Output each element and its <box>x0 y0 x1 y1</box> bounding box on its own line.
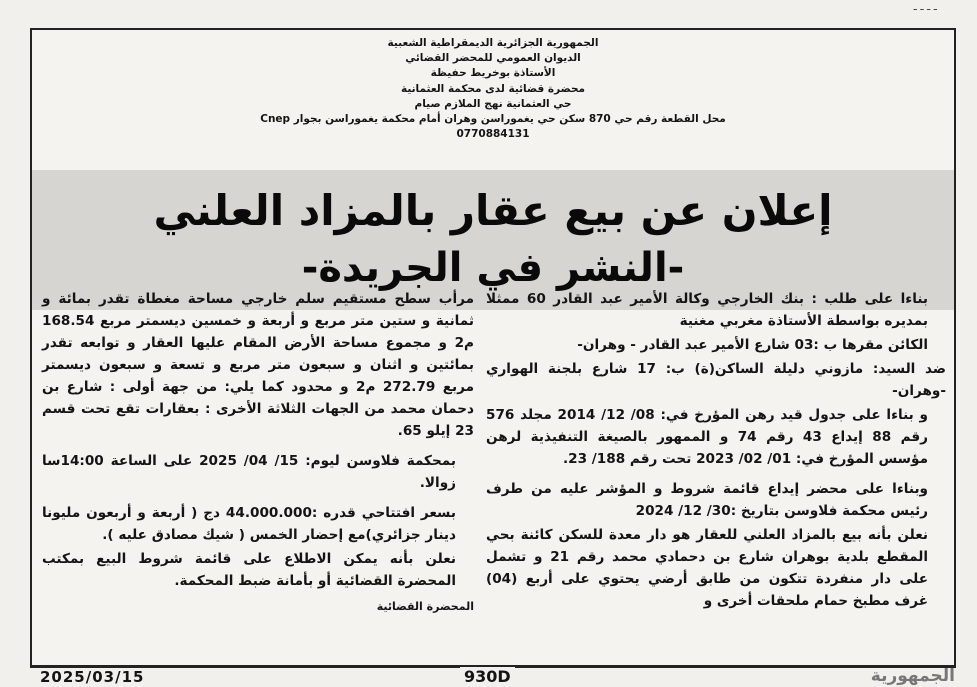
announcement-title: إعلان عن بيع عقار بالمزاد العلني <box>153 186 833 235</box>
paragraph-mortgage: و بناءا على جدول قيد رهن المؤرخ في: 08/ 12/ 2014 مجلد 576 رقم 88 إيداع 43 رقم 74 و الممهور بالصيغة التنفيذية لرهن مؤسس المؤرخ في: 01/ 02/ 2023 تحت رقم 188/ 23. <box>486 407 929 467</box>
page-corner-mark: ـ ـ ـ ـ <box>913 0 937 13</box>
header-line-district: حي العثمانية نهج الملازم صيام <box>414 97 572 110</box>
announcement-subtitle: -النشر في الجريدة- <box>301 245 685 291</box>
header-line-court: محضرة قضائية لدى محكمة العثمانية <box>400 82 586 95</box>
paragraph-defendant: ضد السيد: مازوني دليلة الساكن(ة) ب: 17 شارع بلجنة الهواري -وهران- <box>486 361 947 399</box>
paragraph-inspection: نعلن بأنه يمكن الاطلاع على قائمة شروط البيع بمكتب المحضرة القضائية أو بأمانة ضبط المحكمة. <box>42 551 456 589</box>
header-line-address: محل القطعة رقم حي 870 سكن حي يغموراسن وهران أمام محكمة يغموراسن بجوار Cnep <box>260 113 726 126</box>
paragraph-auction-date: بمحكمة فلاوسن ليوم: 15/ 04/ 2025 على الساعة 14:00سا زوالا. <box>42 453 456 491</box>
paragraph-property: نعلن بأنه بيع بالمزاد العلني للعقار هو دار معدة للسكن كائنة بحي المقطع بلدية بوهران شارع بن دحمادي محمد رقم 21 و تشمل على دار منفردة تتكون من طابق أرضي يحتوي على أربع (04) غرف مطبخ حمام ملحقات أخرى و <box>486 527 928 609</box>
left-text-column <box>42 288 474 620</box>
paragraph-conditions: وبناءا على محضر إيداع قائمة شروط و المؤشر عليه من طرف رئيس محكمة فلاوسن بتاريخ :30/ 12/ 2024 <box>486 481 928 519</box>
paragraph-property-continued: مرأب سطح مستقيم سلم خارجي مساحة مغطاة تقدر بمائة و ثمانية و ستين متر مربع و أربعة و خمسين ديسمتر مربع 168.54 م2 و مجموع مساحة الأرض المقام عليها العقار و توابعه تقدر بمائتين و اثنان و سبعون متر مربع و تسعة و سبعون ديسمتر مربع 272.79 م2 و محدود كما يلي: من جهة أولى : شارع بن دحمان محمد من الجهات الثلاثة الأخرى : بعقارات تقع تحت قسم 23 إيلو 65. <box>42 291 474 439</box>
header-line-name: الأستاذة بوخريط حفيظة <box>430 67 556 80</box>
signature-label: المحضرة القضائية <box>376 600 474 613</box>
header-line-phone: 0770884131 <box>456 128 530 141</box>
header-line-office: الديوان العمومي للمحضر القضائي <box>405 52 581 65</box>
right-text-column <box>486 288 946 614</box>
header-line-republic: الجمهورية الجزائرية الديمقراطية الشعبية <box>387 37 599 49</box>
paragraph-opening-price: بسعر افتتاحي قدره :44.000.000 دج ( أربعة و أربعون مليونا دينار جزائري)مع إحضار الخمس ( شيك مصادق عليه ). <box>42 505 456 543</box>
paragraph-address: الكائن مقرها ب :03 شارع الأمير عبد القادر - وهران- <box>577 337 928 353</box>
ad-code: 930D <box>460 667 515 686</box>
bailiff-header <box>32 36 954 142</box>
newspaper-brand: الجمهورية <box>870 666 955 686</box>
publication-date: 2025/03/15 <box>40 668 145 686</box>
paragraph-request: بناءا على طلب : بنك الخارجي وكالة الأمير عبد القادر 60 ممثلا بمديره بواسطة الأستاذة مغربي مغنية <box>486 291 928 329</box>
announcement-frame <box>30 28 956 668</box>
